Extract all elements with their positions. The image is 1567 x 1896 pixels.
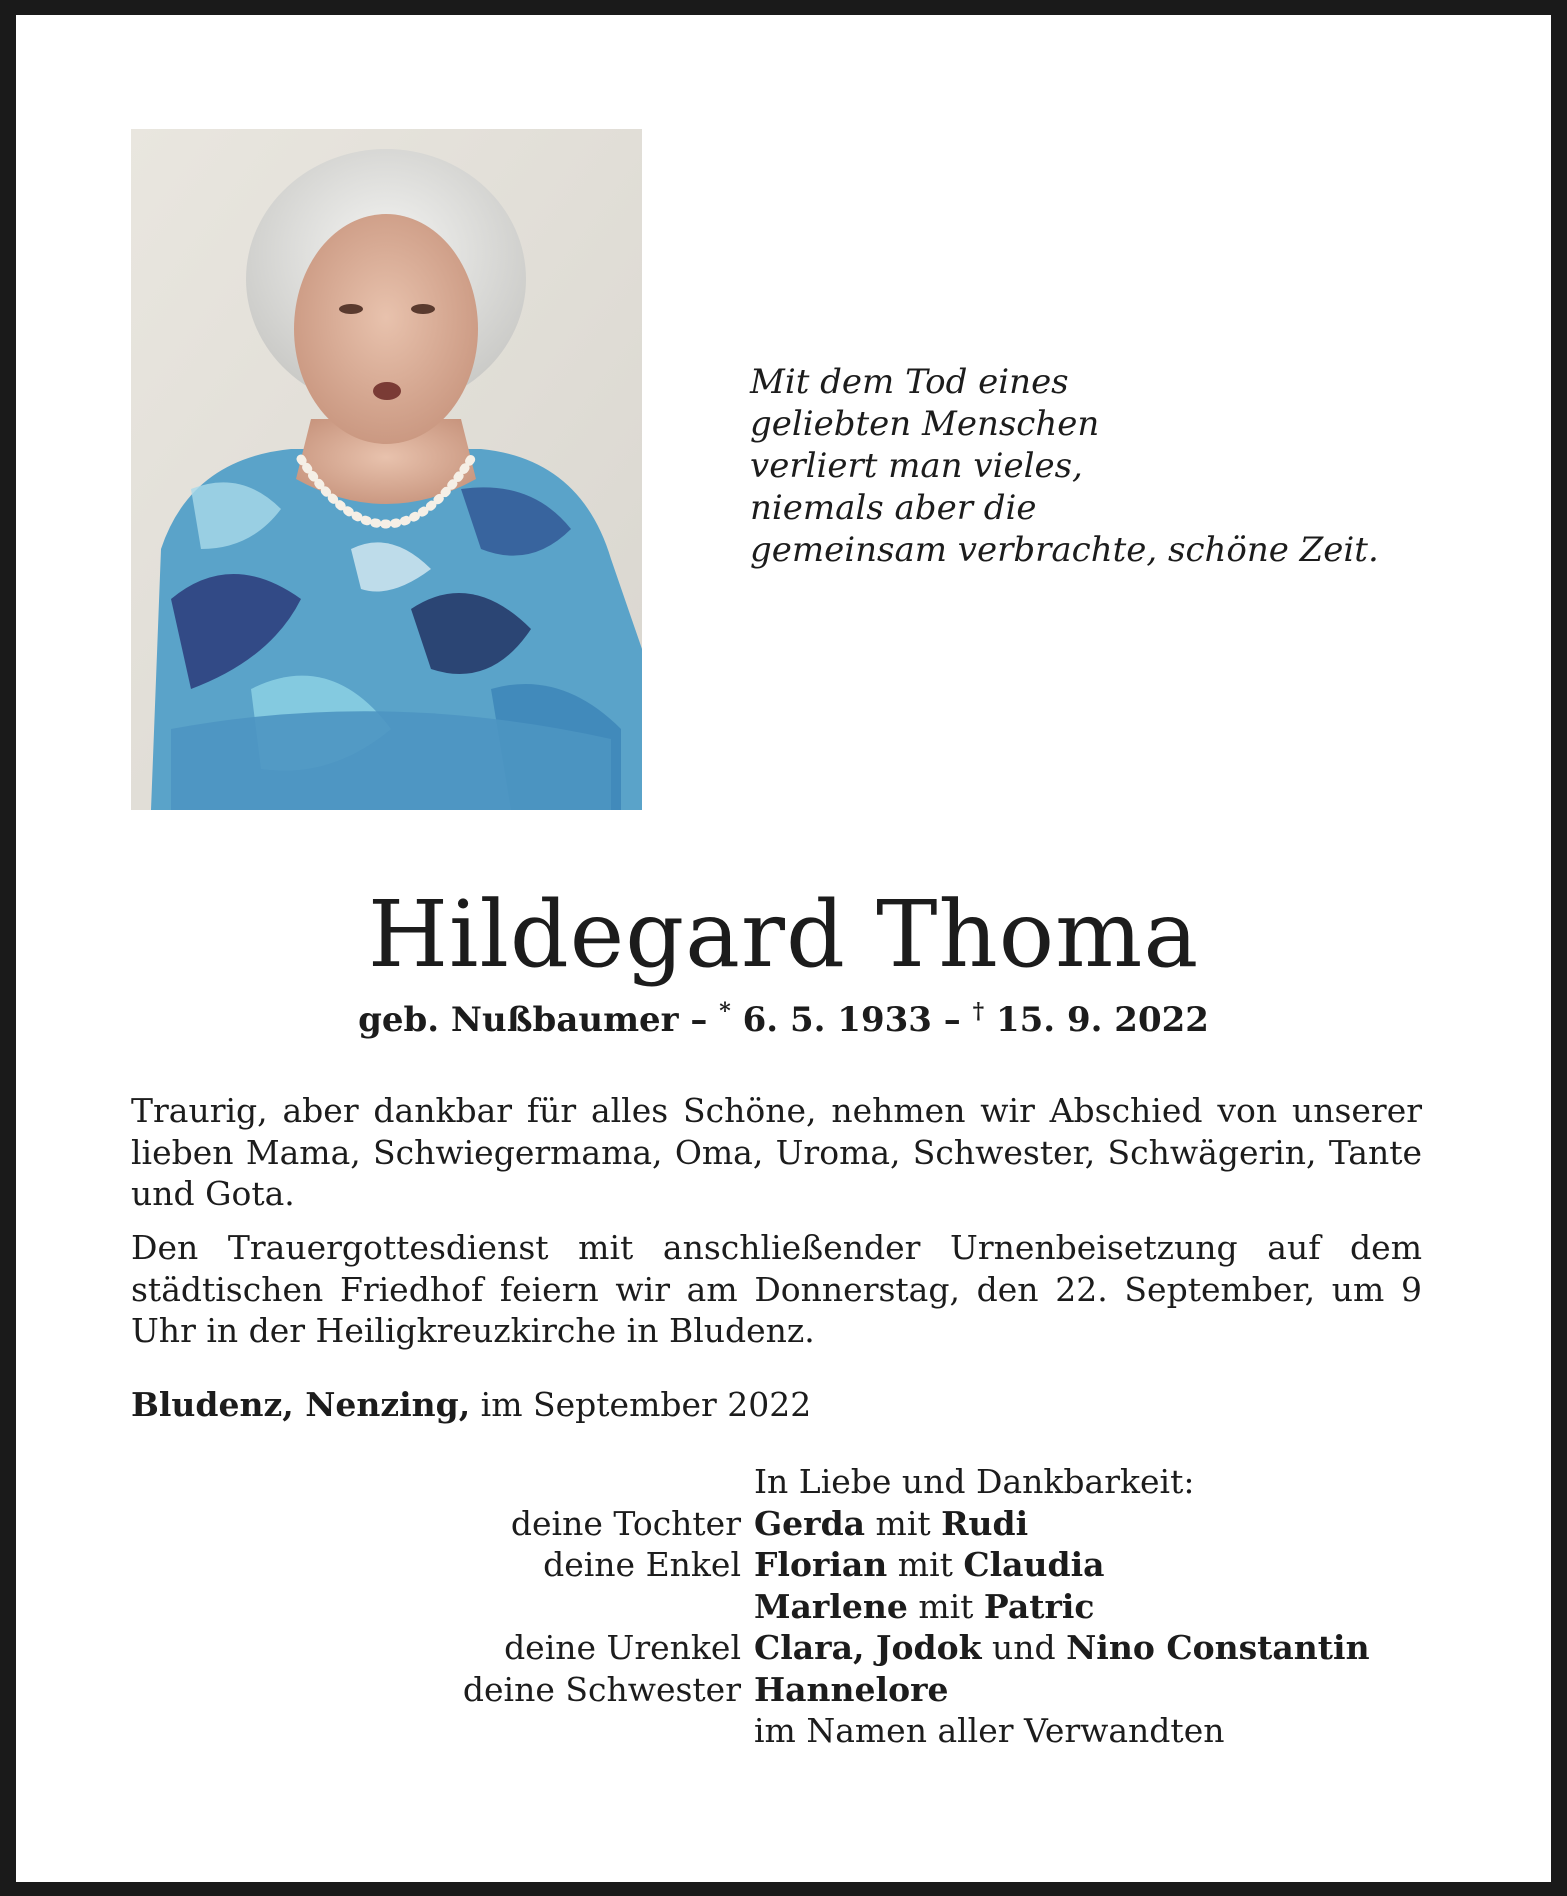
- farewell-paragraph: Traurig, aber dankbar für alles Schöne, nehmen wir Abschied von unserer lieben Mama, Schwiegermama, Oma, Uroma, Schwester, Schwägerin, Tante und Gota.: [131, 1091, 1422, 1213]
- relation-label: deine Urenkel: [504, 1628, 741, 1667]
- dash: –: [931, 1000, 973, 1040]
- mourner-name: Clara, Jodok: [754, 1628, 982, 1667]
- signature-intro: In Liebe und Dankbarkeit:: [754, 1462, 1195, 1501]
- mourner-name: Hannelore: [754, 1669, 949, 1709]
- portrait-photo: [131, 129, 642, 810]
- life-dates: [16, 998, 1551, 1042]
- birth-name: geb. Nußbaumer: [358, 1000, 679, 1040]
- mourner-name: Rudi: [941, 1503, 1029, 1543]
- mourner-names: [754, 1669, 948, 1711]
- mourner-name: Patric: [983, 1586, 1095, 1626]
- memorial-quote: [750, 361, 1390, 571]
- signature-block: [16, 1461, 1551, 1752]
- quote-line: geliebten Menschen: [750, 404, 1100, 444]
- signature-row: [16, 1544, 1551, 1586]
- relation-label: deine Tochter: [510, 1503, 741, 1543]
- signature-closing-row: [16, 1710, 1551, 1752]
- connector: und: [981, 1628, 1067, 1667]
- quote-line: gemeinsam verbrachte, schöne Zeit.: [750, 530, 1379, 570]
- place-names: Bludenz, Nenzing,: [131, 1385, 471, 1424]
- relation-label: deine Schwester: [462, 1669, 741, 1709]
- service-paragraph: Den Trauergottesdienst mit anschließender Urnenbeisetzung auf dem städtischen Friedhof feiern wir am Donnerstag, den 22. September, um 9 Uhr in der Heiligkreuzkirche in Bludenz.: [131, 1228, 1422, 1350]
- signature-row: [16, 1627, 1551, 1669]
- obituary-page: [16, 15, 1551, 1882]
- connector: mit: [865, 1503, 942, 1543]
- notice-date: im September 2022: [470, 1385, 812, 1424]
- mourner-name: Nino Constantin: [1066, 1628, 1370, 1667]
- quote-line: verliert man vieles,: [750, 446, 1083, 486]
- dash: –: [678, 1000, 720, 1040]
- portrait-illustration: [131, 129, 642, 810]
- mourner-name: Marlene: [754, 1586, 908, 1626]
- signature-intro-row: [16, 1461, 1551, 1503]
- mourner-name: Claudia: [963, 1545, 1105, 1584]
- relation-label: deine Enkel: [543, 1545, 741, 1584]
- birth-star-icon: *: [719, 998, 731, 1025]
- mourner-names: [754, 1544, 1105, 1586]
- mourner-name: Florian: [754, 1545, 888, 1584]
- quote-line: Mit dem Tod eines: [750, 362, 1069, 402]
- death-date: 15. 9. 2022: [984, 1000, 1209, 1040]
- birth-date: 6. 5. 1933: [730, 1000, 932, 1040]
- connector: mit: [907, 1586, 984, 1626]
- signature-row: [16, 1586, 1551, 1628]
- signature-row: [16, 1503, 1551, 1545]
- place-and-date: [131, 1384, 811, 1425]
- mourner-names: [754, 1627, 1370, 1669]
- mourner-name: Gerda: [754, 1503, 866, 1543]
- death-cross-icon: †: [972, 998, 985, 1025]
- mourner-names: [754, 1503, 1028, 1545]
- quote-line: niemals aber die: [750, 488, 1037, 528]
- signature-row: [16, 1669, 1551, 1711]
- deceased-name: Hildegard Thoma: [367, 881, 1200, 988]
- connector: mit: [887, 1545, 964, 1584]
- signature-closing: im Namen aller Verwandten: [754, 1711, 1225, 1750]
- mourner-names: [754, 1586, 1095, 1628]
